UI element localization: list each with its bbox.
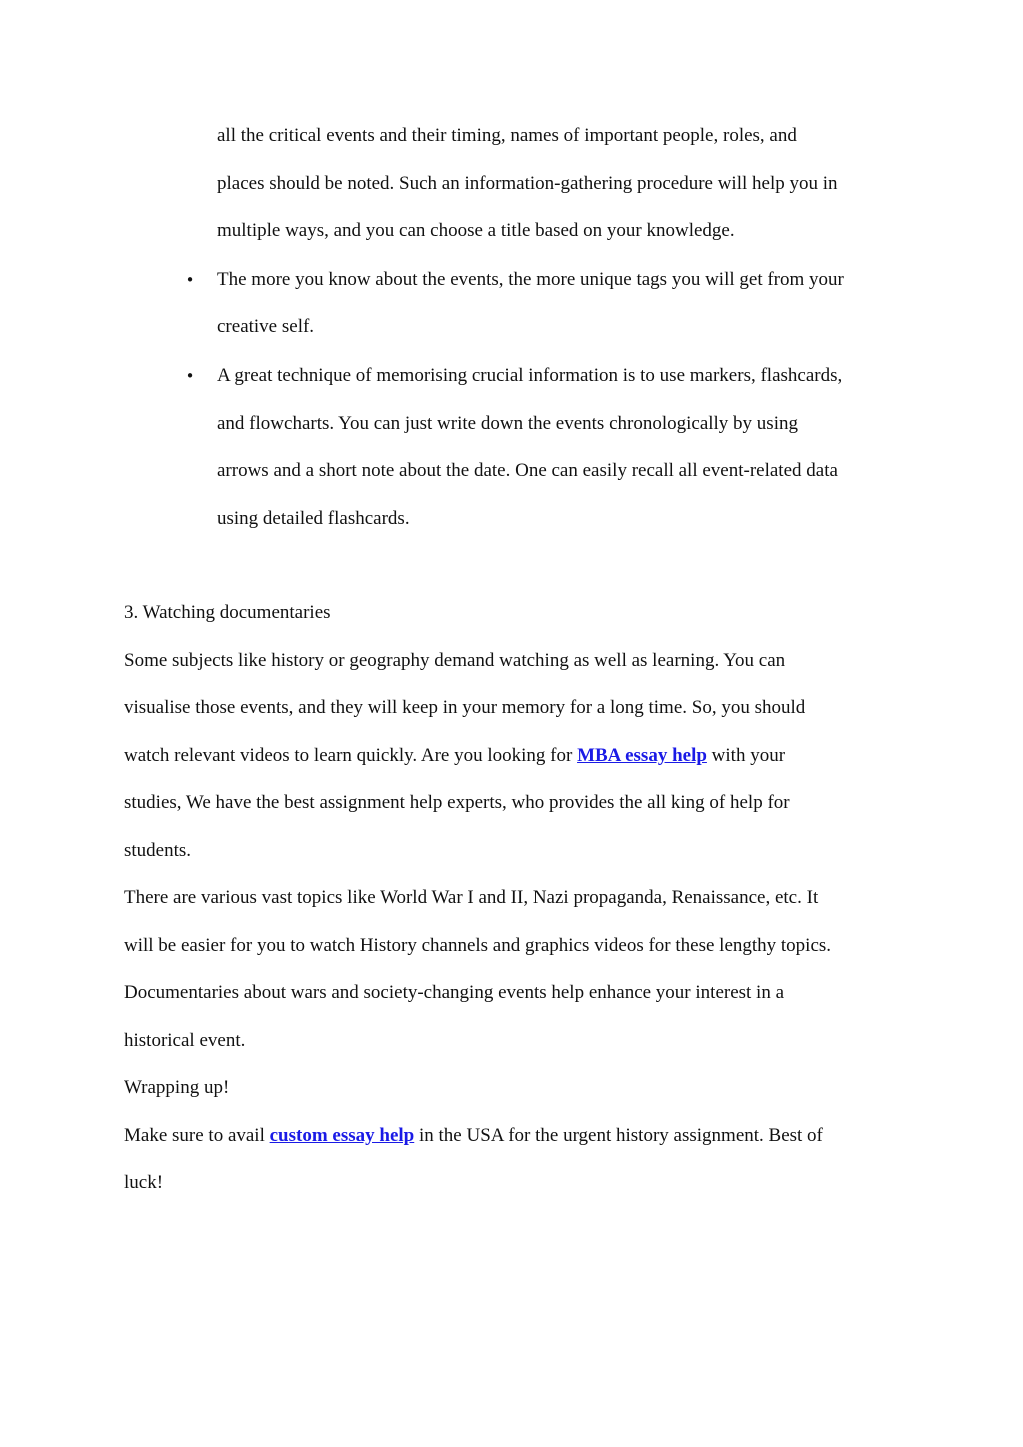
bullet-icon: • [185,367,195,385]
bullet-item-line: The more you know about the events, the more unique tags you will get from your [217,269,844,290]
continuation-line: places should be noted. Such an information-gathering procedure will help you in [217,173,838,194]
mba-essay-help-link[interactable]: MBA essay help [577,745,707,766]
bullet-item-line: and flowcharts. You can just write down the events chronologically by using [217,413,798,434]
bullet-item-line: using detailed flashcards. [217,508,410,529]
continuation-line: multiple ways, and you can choose a title based on your knowledge. [217,220,735,241]
paragraph-text: with your [706,745,786,766]
paragraph-line: historical event. [124,1030,246,1051]
bullet-item-line: creative self. [217,316,315,337]
paragraph-text: in the USA for the urgent history assignment. Best of [414,1125,823,1146]
bullet-item-line: arrows and a short note about the date. One can easily recall all event-related data [217,460,838,481]
paragraph-line: There are various vast topics like World War I and II, Nazi propaganda, Renaissance, etc. It [124,887,819,908]
wrapup-heading: Wrapping up! [124,1077,230,1098]
paragraph-line: Documentaries about wars and society-changing events help enhance your interest in a [124,982,785,1003]
paragraph-text: Make sure to avail [124,1125,270,1146]
paragraph-line: Some subjects like history or geography demand watching as well as learning. You can [124,650,786,671]
paragraph-line: students. [124,840,192,861]
paragraph-line: luck! [124,1172,164,1193]
paragraph-line [124,744,785,768]
bullet-icon: • [185,271,195,289]
continuation-line: all the critical events and their timing, names of important people, roles, and [217,125,797,146]
bullet-item-line: A great technique of memorising crucial information is to use markers, flashcards, [217,365,843,386]
paragraph-line [124,1124,823,1148]
custom-essay-help-link[interactable]: custom essay help [269,1125,415,1146]
paragraph-line: visualise those events, and they will keep in your memory for a long time. So, you should [124,697,806,718]
section-heading: 3. Watching documentaries [124,602,331,623]
paragraph-line: studies, We have the best assignment help experts, who provides the all king of help for [124,792,790,813]
paragraph-line: will be easier for you to watch History channels and graphics videos for these lengthy topics. [124,935,832,956]
paragraph-text: watch relevant videos to learn quickly. Are you looking for [124,745,578,766]
